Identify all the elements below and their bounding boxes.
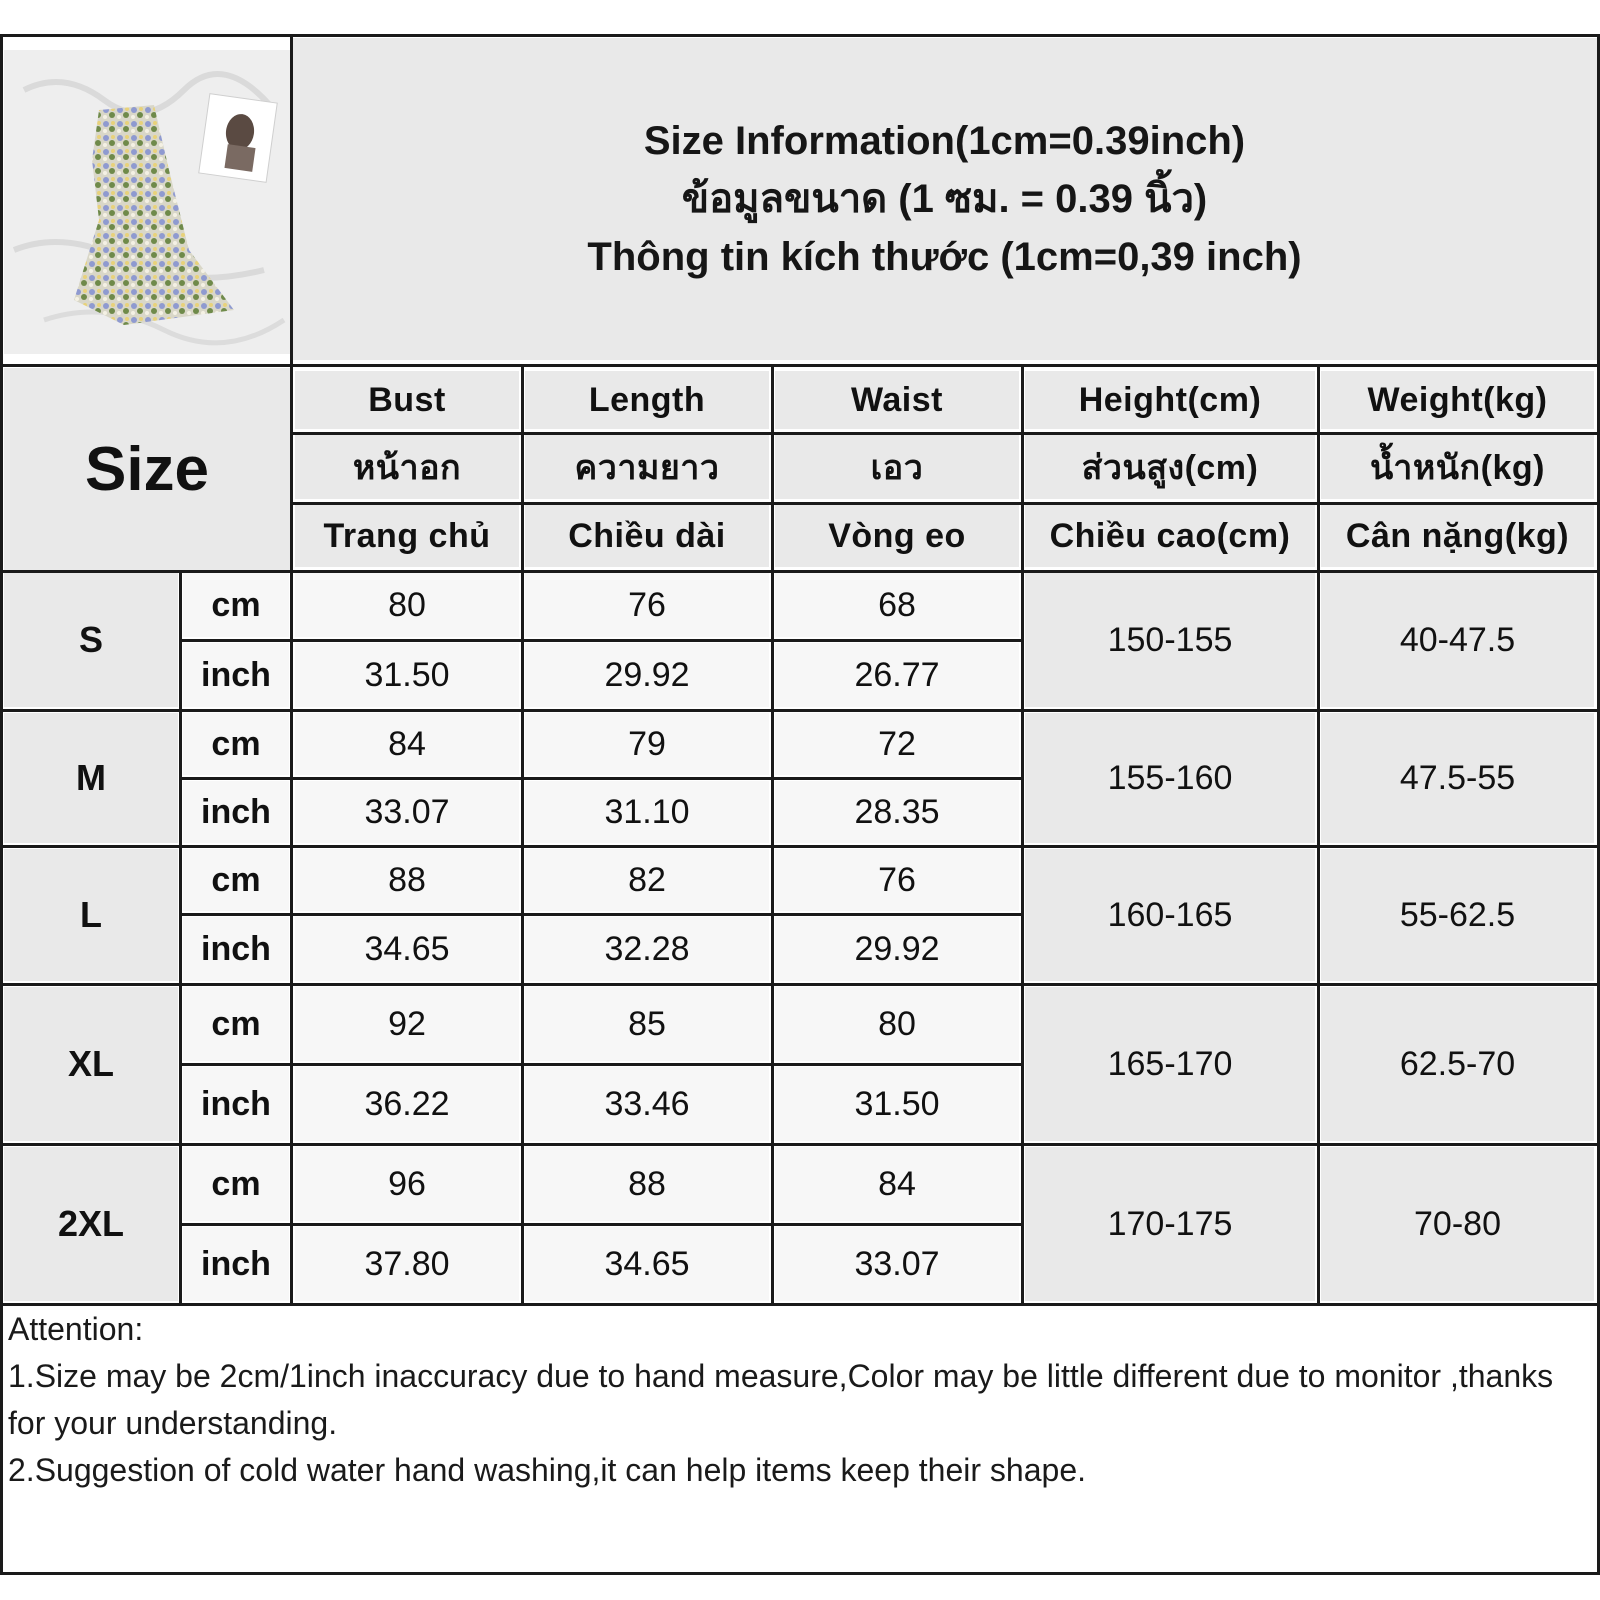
grid-line [179, 913, 1022, 916]
measurement-inch: 26.77 [775, 643, 1019, 707]
floral-dress-photo-icon [4, 50, 290, 354]
note-1: 1.Size may be 2cm/1inch inaccuracy due to hand measure,Color may be little different due to monitor ,thanks for your understanding. [8, 1358, 1562, 1441]
measurement-cm: 88 [525, 1147, 769, 1221]
grid-line [290, 364, 293, 1304]
grid-line [179, 1063, 1022, 1066]
grid-line [0, 845, 1600, 848]
note-2: 2.Suggestion of cold water hand washing,it can help items keep their shape. [8, 1452, 1086, 1488]
column-header-vi: Trang chủ [295, 505, 519, 567]
unit-inch: inch [183, 643, 289, 707]
grid-line [0, 34, 1600, 37]
size-label: XL [4, 987, 178, 1141]
size-label: S [4, 573, 178, 707]
column-header-en: Bust [295, 371, 519, 429]
title-thai: ข้อมูลขนาด (1 ซม. = 0.39 นิ้ว) [681, 177, 1208, 221]
weight-range: 47.5-55 [1321, 713, 1594, 843]
grid-line [771, 364, 774, 1304]
notes-heading: Attention: [8, 1311, 144, 1347]
grid-line [179, 777, 1022, 780]
column-header-th: ความยาว [525, 435, 769, 499]
unit-inch: inch [183, 917, 289, 981]
measurement-cm: 82 [525, 849, 769, 911]
height-range: 155-160 [1025, 713, 1315, 843]
column-header-vi: Cân nặng(kg) [1321, 505, 1594, 567]
grid-line [179, 639, 1022, 642]
weight-range: 55-62.5 [1321, 849, 1594, 981]
measurement-inch: 31.10 [525, 781, 769, 843]
measurement-inch: 34.65 [295, 917, 519, 981]
measurement-cm: 80 [295, 573, 519, 637]
measurement-cm: 72 [775, 713, 1019, 775]
unit-inch: inch [183, 781, 289, 843]
measurement-inch: 33.46 [525, 1067, 769, 1141]
measurement-inch: 36.22 [295, 1067, 519, 1141]
grid-line [521, 364, 524, 1304]
unit-cm: cm [183, 987, 289, 1061]
measurement-inch: 29.92 [775, 917, 1019, 981]
grid-line [0, 364, 1600, 367]
grid-line [290, 432, 1600, 435]
measurement-cm: 68 [775, 573, 1019, 637]
unit-cm: cm [183, 849, 289, 911]
title-english: Size Information(1cm=0.39inch) [643, 119, 1246, 163]
measurement-inch: 33.07 [775, 1227, 1019, 1301]
title-vietnamese: Thông tin kích thước (1cm=0,39 inch) [587, 235, 1302, 279]
grid-line [0, 1143, 1600, 1146]
title-panel [292, 38, 1597, 360]
grid-line [0, 34, 3, 1575]
size-label: L [4, 849, 178, 981]
grid-line [179, 570, 182, 1304]
measurement-inch: 28.35 [775, 781, 1019, 843]
weight-range: 62.5-70 [1321, 987, 1594, 1141]
measurement-cm: 84 [775, 1147, 1019, 1221]
measurement-inch: 32.28 [525, 917, 769, 981]
grid-line [290, 502, 1600, 505]
column-header-th: ส่วนสูง(cm) [1025, 435, 1315, 499]
grid-line [1317, 364, 1320, 1304]
weight-range: 70-80 [1321, 1147, 1594, 1301]
measurement-cm: 80 [775, 987, 1019, 1061]
column-header-vi: Chiều dài [525, 505, 769, 567]
measurement-cm: 84 [295, 713, 519, 775]
measurement-cm: 92 [295, 987, 519, 1061]
unit-inch: inch [183, 1067, 289, 1141]
unit-cm: cm [183, 1147, 289, 1221]
grid-line [0, 983, 1600, 986]
height-range: 160-165 [1025, 849, 1315, 981]
size-label: M [4, 713, 178, 843]
measurement-cm: 76 [525, 573, 769, 637]
height-range: 165-170 [1025, 987, 1315, 1141]
grid-line [179, 1223, 1022, 1226]
column-header-th: เอว [775, 435, 1019, 499]
grid-line [0, 709, 1600, 712]
measurement-inch: 37.80 [295, 1227, 519, 1301]
column-header-en: Waist [775, 371, 1019, 429]
measurement-inch: 31.50 [775, 1067, 1019, 1141]
weight-range: 40-47.5 [1321, 573, 1594, 707]
size-header: Size [4, 368, 290, 570]
column-header-en: Weight(kg) [1321, 371, 1594, 429]
unit-cm: cm [183, 713, 289, 775]
height-range: 170-175 [1025, 1147, 1315, 1301]
column-header-vi: Chiều cao(cm) [1025, 505, 1315, 567]
measurement-cm: 85 [525, 987, 769, 1061]
column-header-en: Height(cm) [1025, 371, 1315, 429]
column-header-vi: Vòng eo [775, 505, 1019, 567]
column-header-en: Length [525, 371, 769, 429]
grid-line [0, 1572, 1600, 1575]
measurement-cm: 76 [775, 849, 1019, 911]
grid-line [1021, 364, 1024, 1304]
measurement-inch: 31.50 [295, 643, 519, 707]
measurement-cm: 96 [295, 1147, 519, 1221]
measurement-cm: 88 [295, 849, 519, 911]
measurement-inch: 33.07 [295, 781, 519, 843]
size-label: 2XL [4, 1147, 178, 1301]
grid-line [290, 34, 293, 370]
grid-line [0, 570, 1600, 573]
product-photo [4, 50, 290, 354]
column-header-th: หน้าอก [295, 435, 519, 499]
measurement-inch: 34.65 [525, 1227, 769, 1301]
measurement-inch: 29.92 [525, 643, 769, 707]
measurement-cm: 79 [525, 713, 769, 775]
unit-inch: inch [183, 1227, 289, 1301]
column-header-th: น้ำหนัก(kg) [1321, 435, 1594, 499]
unit-cm: cm [183, 573, 289, 637]
attention-notes [8, 1306, 1568, 1494]
height-range: 150-155 [1025, 573, 1315, 707]
